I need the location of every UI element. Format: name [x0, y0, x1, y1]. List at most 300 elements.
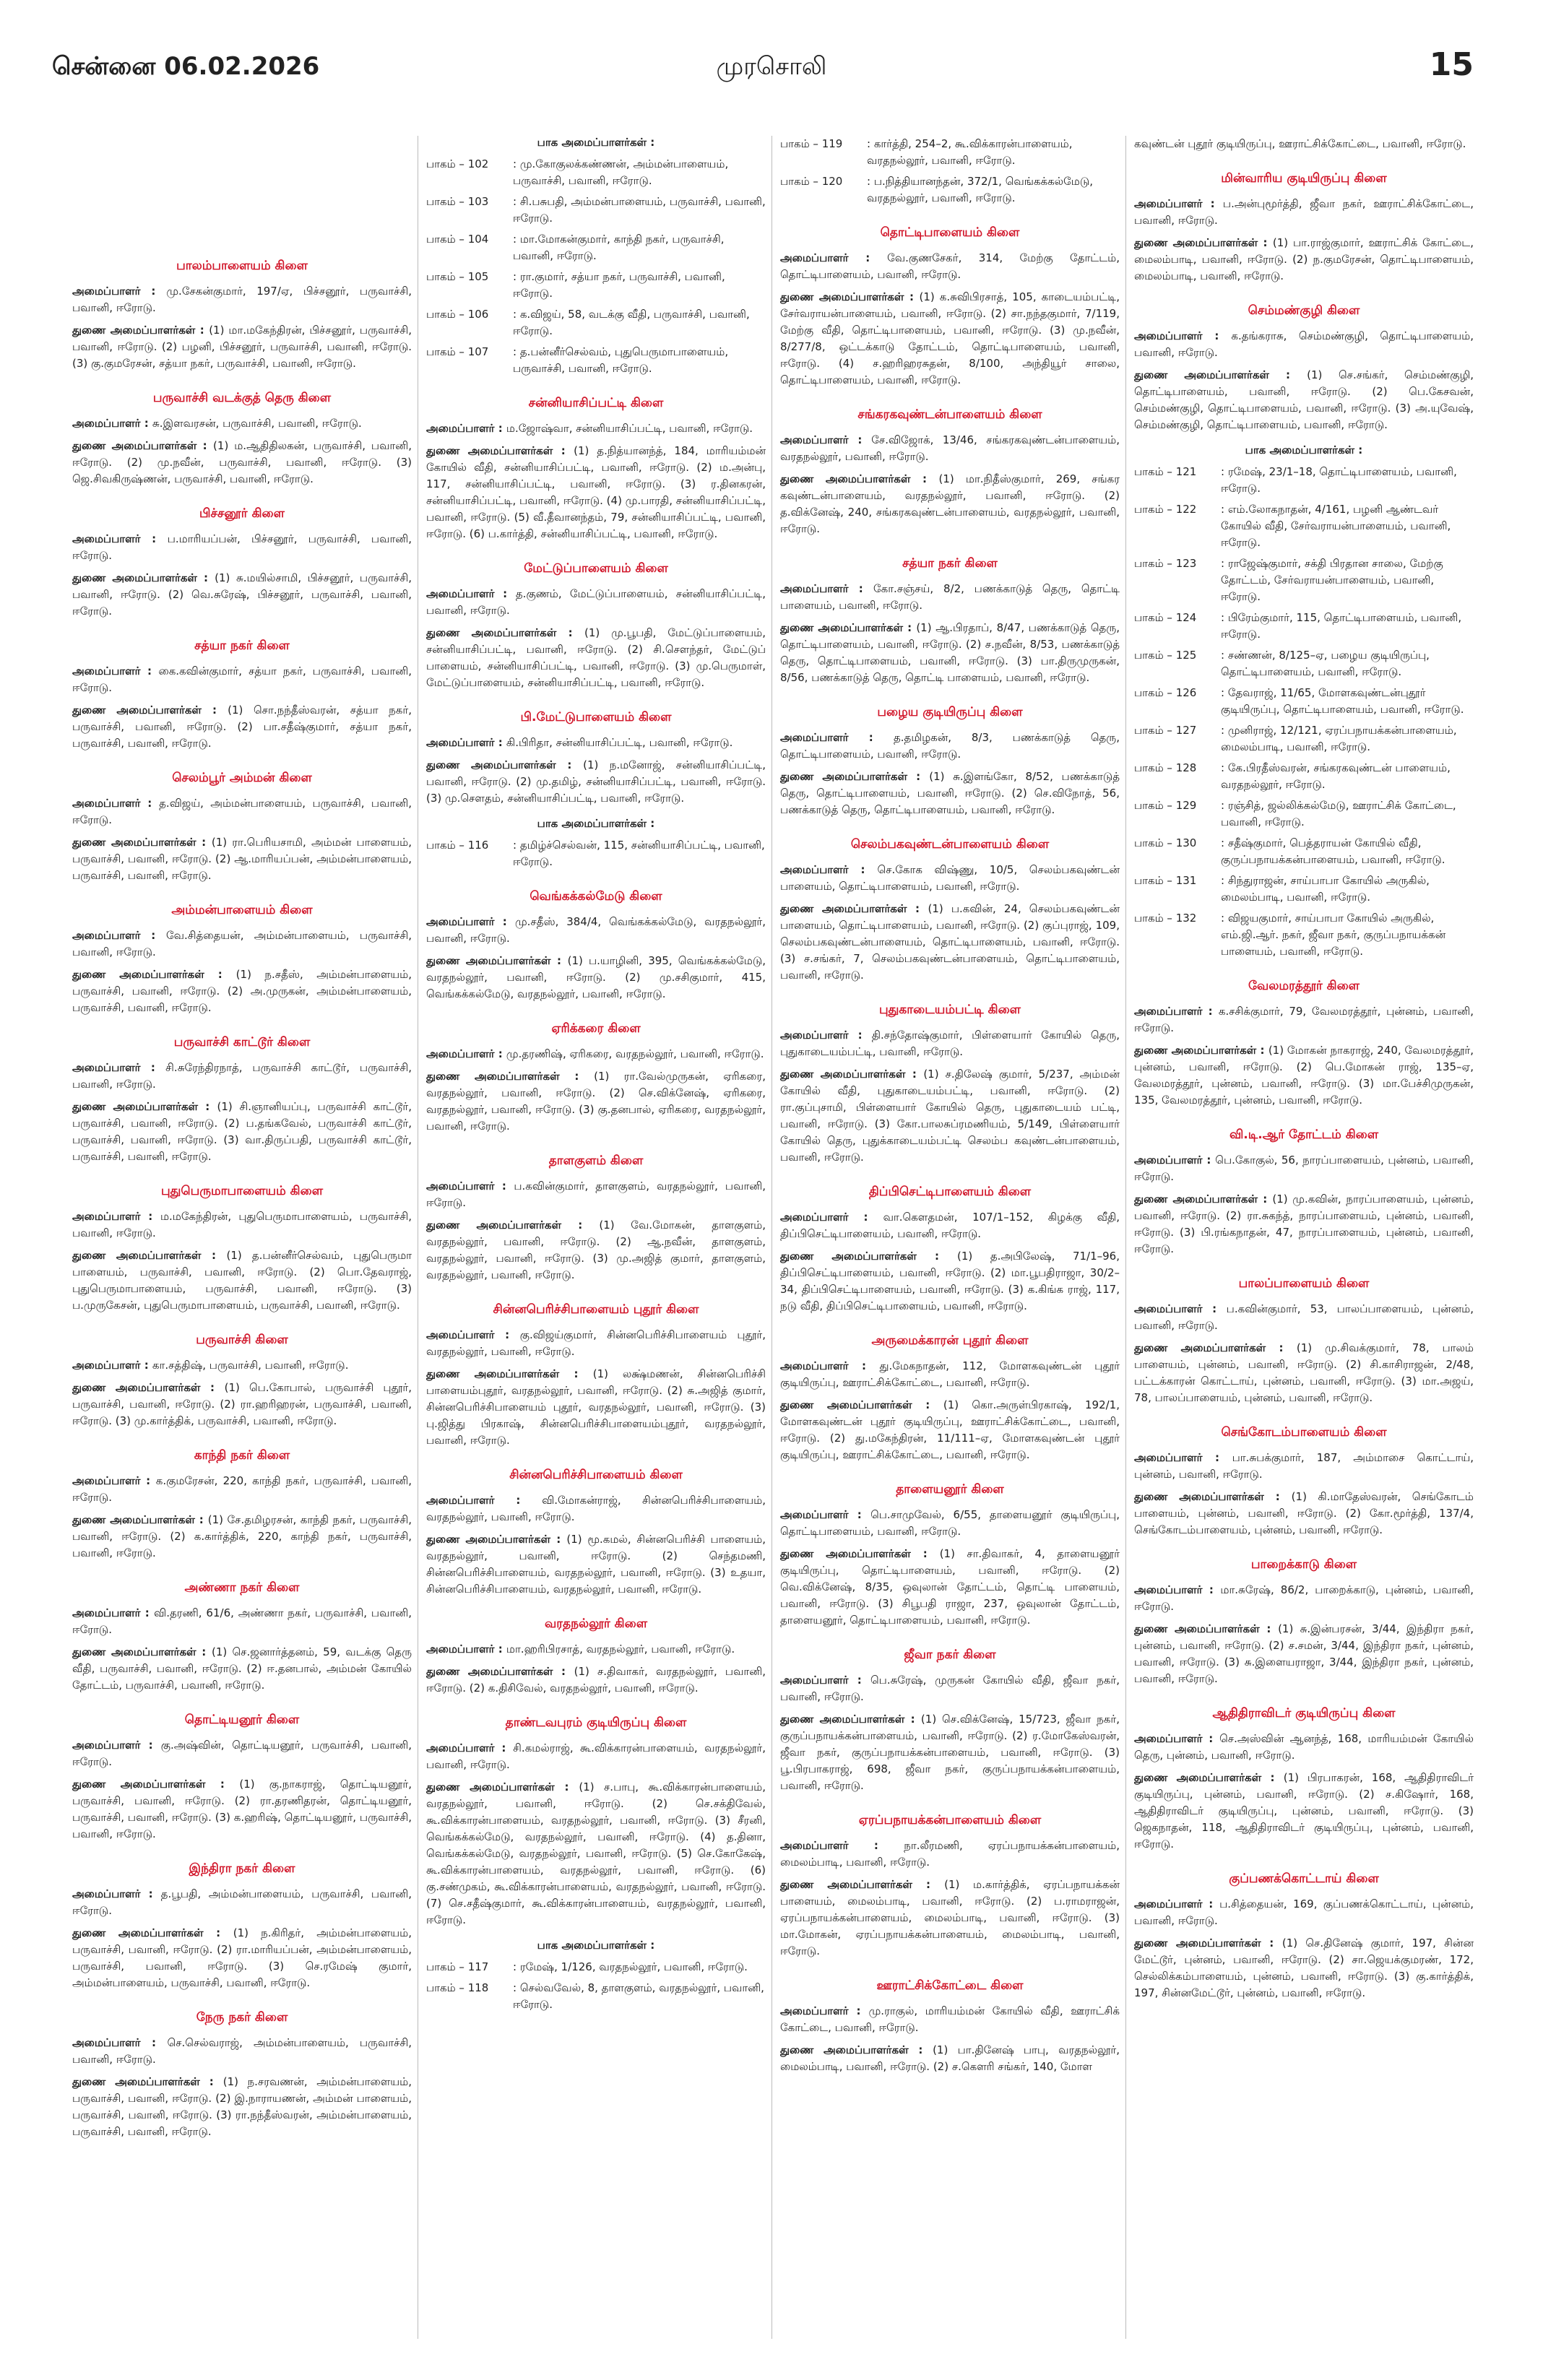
branch-heading: பழைய குடியிருப்பு கிளை	[877, 705, 1023, 719]
ward-number: பாகம் – 118	[426, 1981, 489, 1994]
organizer-entry	[780, 581, 1120, 614]
organizer-label: அமைப்பாளர் :	[780, 251, 888, 264]
organizer-name: பெ.சுரேஷ், முருகன் கோயில் வீதி, ஜீவா நகர், பவானி, ஈரோடு.	[780, 1674, 1120, 1703]
deputy-entry	[780, 1066, 1120, 1166]
branch-heading: தாண்டவபுரம் குடியிருப்பு கிளை	[505, 1715, 687, 1730]
deputy-label: துணை அமைப்பாளர்கள் :	[426, 1070, 595, 1083]
deputy-names: (1) பெ.கோபால், பருவாச்சி புதூர், பருவாச்சி, பவானி, ஈரோடு. (2) ரா.ஹரிஹரன், பருவாச்சி, பவானி, ஈரோடு. (3) மு.கார்த்திக், பருவாச்சி, பவானி, ஈரோடு.	[72, 1381, 412, 1427]
organizer-name: ப.கவின்குமார், 53, பாலப்பாளையம், புன்னம், பவானி, ஈரோடு.	[1134, 1302, 1474, 1332]
deputy-names: (1) த.அபிலேஷ், 71/1–96, திப்பிசெட்டிபாளையம், பவானி, ஈரோடு. (2) மா.பூபதிராஜா, 30/2–34, திப்பிசெட்டிபாளையம், பவானி, ஈரோடு. (3) க.கிங்க ராஜ், 117, நடு வீதி, திப்பிசெட்டிபாளையம், பவானி, ஈரோடு.	[780, 1250, 1120, 1312]
deputy-names: (1) செ.விக்னேஷ், 15/723, ஜீவா நகர், குருப்பநாயக்கன்பாளையம், பவானி, ஈரோடு. (2) ர.மோகேஸ்வரன், ஜீவா நகர், குருப்பநாயக்கன்பாளையம், பவானி, ஈரோடு. (3) பூ.பிரபாகராஜ், 698, ஜீவா நகர், குருப்பநாயக்கன்பாளையம், பவானி, ஈரோடு.	[780, 1713, 1120, 1792]
organizer-name: சி.சுரேந்திரநாத், பருவாச்சி காட்டூர், பருவாச்சி, பவானி, ஈரோடு.	[72, 1061, 412, 1091]
deputy-label: துணை அமைப்பாளர்கள் :	[72, 1645, 212, 1658]
deputy-names: (1) சா.திவாகர், 4, தாளையனூர் குடியிருப்பு, தொட்டிபாளையம், பவானி, ஈரோடு. (2) வெ.விக்னேஷ், 8/35, ஒவுலான் தோட்டம், தொட்டி பாளையம், பவானி, ஈரோடு. (3) சிபூபதி ராஜா, 237, ஒவுலான் தோட்டம், தாளையனூர், தொட்டிபாளையம், பவானி, ஈரோடு.	[780, 1547, 1120, 1627]
deputy-entry	[1134, 1770, 1474, 1853]
deputy-entry	[780, 1397, 1120, 1463]
deputy-entry	[1134, 1191, 1474, 1258]
branch-heading: தாளையனூர் கிளை	[896, 1482, 1004, 1497]
organizer-entry	[780, 1838, 1120, 1871]
organizer-name: பெ.சாமுவேல், 6/55, தாளையனூர் குடியிருப்பு, தொட்டிபாளையம், பவானி, ஈரோடு.	[780, 1508, 1120, 1538]
ward-organizer: : செல்வவேல், 8, தாளகுளம், வரதநல்லூர், பவானி, ஈரோடு.	[513, 1981, 764, 2011]
branch-heading: பருவாச்சி வடக்குத் தெரு கிளை	[152, 391, 332, 405]
deputy-names: (1) சி.ஞானியப்பு, பருவாச்சி காட்டூர், பருவாச்சி, பவானி, ஈரோடு. (2) ப.தங்கவேல், பருவாச்சி காட்டூர், பருவாச்சி, பவானி, ஈரோடு. (3) வா.திருப்பதி, பருவாச்சி காட்டூர், பருவாச்சி, பவானி, ஈரோடு.	[72, 1100, 412, 1163]
organizer-name: கி.பிரிதா, சன்னியாசிப்பட்டி, பவானி, ஈரோடு.	[506, 736, 733, 749]
deputy-entry	[426, 1366, 766, 1449]
deputy-entry	[72, 1644, 412, 1694]
ward-row	[426, 1980, 766, 2013]
deputy-entry	[1134, 1621, 1474, 1687]
deputy-names: (1) மா.நிதீஸ்குமார், 269, சங்கர கவுண்டன்பாளையம், வரதநல்லூர், பவானி, ஈரோடு. (2) த.விக்னேஷ், 240, சங்கரகவுண்டன்பாளையம், வரதநல்லூர், பவானி, ஈரோடு.	[780, 472, 1120, 535]
deputy-label: துணை அமைப்பாளர்கள் :	[1134, 1341, 1297, 1354]
ward-row	[426, 231, 766, 264]
organizer-entry	[1134, 1003, 1474, 1037]
branch-heading: தொட்டிபாளையம் கிளை	[880, 225, 1020, 240]
deputy-label: துணை அமைப்பாளர்கள் :	[1134, 1622, 1279, 1635]
organizer-name: மா.சுரேஷ், 86/2, பாறைக்காடு, புன்னம், பவானி, ஈரோடு.	[1134, 1583, 1474, 1613]
deputy-entry	[1134, 1489, 1474, 1539]
ward-organizer: : தமிழ்ச்செல்வன், 115, சன்னியாசிப்பட்டி, பவானி, ஈரோடு.	[513, 839, 765, 868]
ward-number: பாகம் – 124	[1134, 611, 1197, 624]
deputy-names: (1) மு.கவின், நாரப்பாளையம், புன்னம், பவானி, ஈரோடு. (2) ரா.சுகந்த், நாரப்பாளையம், புன்னம், பவானி, ஈரோடு. (3) பி.ரங்கநாதன், 47, நாரப்பாளையம், புன்னம், பவானி, ஈரோடு.	[1134, 1193, 1474, 1255]
organizer-label: அமைப்பாளர் :	[780, 1839, 904, 1852]
continued-text: கவுண்டன் புதூர் குடியிருப்பு, ஊராட்சிக்கோட்டை, பவானி, ஈரோடு.	[1134, 137, 1466, 150]
deputy-names: (1) த.நித்யானந்த், 184, மாரியம்மன் கோயில் வீதி, சன்னியாசிப்பட்டி, பவானி, ஈரோடு. (2) ம.அன்பு, 117, சன்னியாசிப்பட்டி, பவானி, ஈரோடு. (3) ர.தினகரன், சன்னியாசிப்பட்டி, பவானி, ஈரோடு. (4) மு.பாரதி, சன்னியாசிப்பட்டி, பவானி, ஈரோடு. (5) வீ.தீவானந்தம், 79, சன்னியாசிப்பட்டி, பவானி, ஈரோடு. (6) ப.கார்த்தி, சன்னியாசிப்பட்டி, பவானி, ஈரோடு.	[426, 444, 766, 540]
organizer-label: அமைப்பாளர் :	[426, 1328, 520, 1341]
ward-number: பாகம் – 103	[426, 195, 489, 208]
branch-heading: சத்யா நகர் கிளை	[194, 639, 290, 653]
deputy-label: துணை அமைப்பாளர்கள் :	[426, 954, 568, 967]
deputy-label: துணை அமைப்பாளர்கள் :	[426, 1219, 600, 1232]
branch-heading: ஏரப்பநாயக்கன்பாளையம் கிளை	[858, 1813, 1042, 1827]
ward-organizers-heading: பாக அமைப்பாளர்கள் :	[1245, 443, 1363, 456]
branch-heading: சத்யா நகர் கிளை	[902, 556, 998, 571]
organizer-name: வி.மோகன்ராஜ், சின்னபெரிச்சிபாளையம், வரதநல்லூர், பவானி, ஈரோடு.	[426, 1494, 766, 1523]
organizer-label: அமைப்பாளர் :	[1134, 1451, 1232, 1464]
ward-number: பாகம் – 131	[1134, 874, 1197, 887]
organizer-label: அமைப்பாளர் :	[780, 1211, 883, 1224]
ward-row	[1134, 835, 1474, 868]
deputy-entry	[72, 1099, 412, 1165]
deputy-names: (1) சொ.நந்தீஸ்வரன், சத்யா நகர், பருவாச்சி, பவானி, ஈரோடு. (2) பா.சதீஷ்குமார், சத்யா நகர், பருவாச்சி, பவானி, ஈரோடு.	[72, 704, 412, 750]
organizer-label: அமைப்பாளர் :	[72, 1606, 155, 1619]
deputy-label: துணை அமைப்பாளர்கள் :	[72, 1513, 208, 1526]
organizer-entry	[1134, 1582, 1474, 1615]
deputy-entry	[72, 570, 412, 620]
deputy-label: துணை அமைப்பாளர்கள் :	[72, 836, 212, 849]
deputy-entry	[1134, 1935, 1474, 2002]
deputy-entry	[426, 1779, 766, 1929]
organizer-name: வே.குணசேகர், 314, மேற்கு தோட்டம், தொட்டிபாளையம், பவானி, ஈரோடு.	[780, 251, 1120, 281]
organizer-entry	[72, 927, 412, 961]
deputy-names: (1) ச.திலேஷ் குமார், 5/237, அம்மன் கோயில் வீதி, புதுகாடையம்பட்டி, பவானி, ஈரோடு. (2) ரா.குப்புசாமி, பிள்ளையார் கோயில் தெரு, புதுகாடையம் பட்டி, பவானி, ஈரோடு. (3) கோ.பாலசுப்ரமணியம், 5/149, பிள்ளையார் கோயில் தெரு, புதுக்காடையம்பட்டி செலம்ப கவுண்டன்பாளையம், பவானி, ஈரோடு.	[780, 1068, 1120, 1164]
deputy-names: (1) ந.மனோஜ், சன்னியாசிப்பட்டி, பவானி, ஈரோடு. (2) மு.தமிழ், சன்னியாசிப்பட்டி, பவானி, ஈரோடு. (3) மு.சௌதம், சன்னியாசிப்பட்டி, பவானி, ஈரோடு.	[426, 758, 766, 805]
organizer-name: மு.தரணிஷ், ஏரிகரை, வரதநல்லூர், பவானி, ஈரோடு.	[506, 1047, 764, 1060]
deputy-names: (1) மு.சிவக்குமார், 78, பாலம் பாளையம், புன்னம், பவானி, ஈரோடு. (2) சி.காசிராஜன், 2/48, பட்டக்காரன் கொட்டாய், புன்னம், பவானி, ஈரோடு. (3) மா.அஜய், 78, பாலப்பாளையம், புன்னம், பவானி, ஈரோடு.	[1134, 1341, 1474, 1404]
ward-organizer: : சதீஷ்குமார், பெத்தராயன் கோயில் வீதி, குருப்பநாயக்கன்பாளையம், பவானி, ஈரோடு.	[1221, 836, 1445, 866]
ward-organizer: : பிரேம்குமார், 115, தொட்டிபாளையம், பவானி, ஈரோடு.	[1221, 611, 1462, 641]
organizer-name: க.தங்கராசு, செம்மண்குழி, தொட்டிபாளையம், பவானி, ஈரோடு.	[1134, 329, 1474, 359]
article-columns	[72, 136, 1474, 2360]
organizer-entry	[1134, 196, 1474, 229]
organizer-name: ம.மகேந்திரன், புதுபெருமாபாளையம், பருவாச்சி, பவானி, ஈரோடு.	[72, 1210, 412, 1239]
deputy-entry	[780, 289, 1120, 389]
ward-organizer: : விஜயகுமார், சாய்பாபா கோயில் அருகில், எம்.ஜி.ஆர். நகர், ஜீவா நகர், குருப்பநாயக்கன் பாளையம், பவானி, ஈரோடு.	[1221, 912, 1446, 958]
organizer-name: வா.கௌதமன், 107/1–152, கிழக்கு வீதி, திப்பிசெட்டிபாளையம், பவானி, ஈரோடு.	[780, 1211, 1120, 1240]
deputy-label: துணை அமைப்பாளர்கள் :	[426, 444, 574, 457]
branch-heading: மின்வாரிய குடியிருப்பு கிளை	[1221, 171, 1387, 186]
ward-organizer: : ப.நித்தியானந்தன், 372/1, வெங்கக்கல்மேடு, வரதநல்லூர், பவானி, ஈரோடு.	[867, 175, 1094, 204]
deputy-label: துணை அமைப்பாளர்கள் :	[426, 1665, 574, 1678]
ward-organizer: : ரா.குமார், சத்யா நகர், பருவாச்சி, பவானி, ஈரோடு.	[513, 270, 725, 300]
deputy-label: துணை அமைப்பாளர்கள் :	[72, 571, 215, 584]
deputy-names: (1) மூ.கமல், சின்னபெரிச்சி பாளையம், வரதநல்லூர், பவானி, ஈரோடு. (2) செந்தமணி, சின்னபெரிச்சிபாளையம், வரதநல்லூர், பவானி, ஈரோடு. (3) உதயா, சின்னபெரிச்சிபாளையம், வரதநல்லூர், பவானி, ஈரோடு.	[426, 1533, 766, 1596]
branch-heading: பி.மேட்டுபாளையம் கிளை	[520, 710, 672, 724]
deputy-label: துணை அமைப்பாளர்கள் :	[1134, 1937, 1282, 1950]
ward-organizer: : முனிராஜ், 12/121, ஏரப்பநாயக்கன்பாளையம், மைலம்பாடி, பவானி, ஈரோடு.	[1221, 724, 1457, 753]
deputy-entry	[72, 1776, 412, 1843]
organizer-name: ப.சித்தையன், 169, குப்பணக்கொட்டாய், புன்னம், பவானி, ஈரோடு.	[1134, 1897, 1474, 1927]
deputy-entry	[72, 702, 412, 752]
deputy-entry	[780, 620, 1120, 686]
ward-organizers-heading: பாக அமைப்பாளர்கள் :	[537, 1939, 655, 1952]
column-3	[780, 136, 1120, 2360]
deputy-names: (1) ரா.பெரியசாமி, அம்மன் பாளையம், பருவாச்சி, பவானி, ஈரோடு. (2) ஆ.மாரியப்பன், அம்மன்பாளையம், பருவாச்சி, பவானி, ஈரோடு.	[72, 836, 412, 882]
deputy-label: துணை அமைப்பாளர்கள் :	[780, 770, 930, 783]
branch-heading: தாளகுளம் கிளை	[548, 1154, 644, 1168]
organizer-entry	[1134, 328, 1474, 361]
organizer-name: க.குமரேசன், 220, காந்தி நகர், பருவாச்சி, பவானி, ஈரோடு.	[72, 1474, 412, 1504]
organizer-name: த.குணம், மேட்டுப்பாளையம், சன்னியாசிப்பட்டி, பவானி, ஈரோடு.	[426, 587, 766, 617]
ward-row	[426, 837, 766, 870]
organizer-label: அமைப்பாளர் :	[72, 1887, 161, 1900]
ward-organizer: : ரமேஷ், 1/126, வரதநல்லூர், பவானி, ஈரோடு.	[513, 1960, 748, 1973]
organizer-label: அமைப்பாளர் :	[72, 665, 159, 678]
organizer-name: செ.அஸ்வின் ஆனந்த், 168, மாரியம்மன் கோயில் தெரு, புன்னம், பவானி, ஈரோடு.	[1134, 1732, 1474, 1762]
ward-organizer: : தேவராஜ், 11/65, மோளகவுண்டன்புதூர் குடியிருப்பு, தொட்டிபாளையம், பவானி, ஈரோடு.	[1221, 686, 1464, 716]
organizer-entry	[780, 1672, 1120, 1705]
deputy-label: துணை அமைப்பாளர்கள் :	[1134, 1044, 1268, 1057]
branch-heading: குப்பணக்கொட்டாய் கிளை	[1229, 1871, 1379, 1886]
organizer-label: அமைப்பாளர் :	[426, 736, 506, 749]
organizer-label: அமைப்பாளர் :	[426, 1494, 543, 1507]
organizer-name: கு.அஷ்வின், தொட்டியனூர், பருவாச்சி, பவானி, ஈரோடு.	[72, 1739, 412, 1768]
ward-row	[1134, 464, 1474, 497]
column-1	[72, 136, 412, 2360]
ward-organizer: : கே.பிரதீஸ்வரன், சங்கரகவுண்டன் பாளையம், வரதநல்லூர், ஈரோடு.	[1221, 761, 1451, 791]
ward-row	[1134, 610, 1474, 643]
deputy-names: (1) ம.ஆதிதிலகன், பருவாச்சி, பவானி, ஈரோடு. (2) மு.நவீன், பருவாச்சி, பவானி, ஈரோடு. (3) ஜெ.சிவகிருஷ்ணன், பருவாச்சி, பவானி, ஈரோடு.	[72, 439, 412, 485]
organizer-entry	[72, 531, 412, 564]
column-2	[426, 136, 766, 2360]
organizer-label: அமைப்பாளர் :	[1134, 1302, 1227, 1315]
organizer-label: அமைப்பாளர் :	[780, 582, 873, 595]
ward-number: பாகம் – 104	[426, 233, 489, 246]
ward-row	[426, 156, 766, 189]
deputy-entry	[780, 2042, 1120, 2075]
deputy-label: துணை அமைப்பாளர்கள் :	[72, 1249, 227, 1262]
deputy-entry	[72, 322, 412, 372]
organizer-name: ப.அன்புமூர்த்தி, ஜீவா நகர், ஊராட்சிக்கோட்டை, பவானி, ஈரோடு.	[1134, 197, 1474, 227]
deputy-entry	[72, 834, 412, 884]
branch-heading: மேட்டுப்பாளையம் கிளை	[524, 561, 668, 576]
column-4	[1134, 136, 1474, 2360]
deputy-names: (1) ந.சரவணன், அம்மன்பாளையம், பருவாச்சி, பவானி, ஈரோடு. (2) இ.நாராயணன், அம்மன் பாளையம், பருவாச்சி, பவானி, ஈரோடு. (3) ரா.நந்தீஸ்வரன், அம்மன்பாளையம், பருவாச்சி, பவானி, ஈரோடு.	[72, 2075, 412, 2138]
ward-row	[780, 136, 1120, 169]
ward-row	[1134, 760, 1474, 793]
organizer-name: நா.லீரமணி, ஏரப்பநாயக்கன்பாளையம், மைலம்பாடி, பவானி, ஈரோடு.	[780, 1839, 1120, 1869]
deputy-entry	[426, 953, 766, 1003]
organizer-entry	[426, 1740, 766, 1773]
organizer-name: கு.விஜய்குமார், சின்னபெரிச்சிபாளையம் புதூர், வரதநல்லூர், பவானி, ஈரோடு.	[426, 1328, 766, 1358]
organizer-name: மு.சேகன்குமார், 197/ஏ, பிச்சனூர், பருவாச்சி, பவானி, ஈரோடு.	[72, 285, 412, 314]
ward-number: பாகம் – 119	[780, 137, 843, 150]
deputy-entry	[426, 1217, 766, 1284]
branch-heading: ஊராட்சிக்கோட்டை கிளை	[876, 1978, 1024, 1993]
deputy-entry	[426, 1068, 766, 1135]
organizer-name: கா.சத்திஷ், பருவாச்சி, பவானி, ஈரோடு.	[152, 1359, 349, 1372]
deputy-entry	[1134, 1340, 1474, 1406]
deputy-names: (1) த.பன்னீர்செல்வம், புதுபெருமா பாளையம், பருவாச்சி, பவானி, ஈரோடு. (2) பொ.தேவராஜ், புதுபெருமாபாளையம், பருவாச்சி, பவானி, ஈரோடு. (3) ப.முருகேசன், புதுபெருமாபாளையம், பருவாச்சி, பவானி, ஈரோடு.	[72, 1249, 412, 1312]
deputy-names: (1) ந.கிரிதர், அம்மன்பாளையம், பருவாச்சி, பவானி, ஈரோடு. (2) ரா.மாரியப்பன், அம்மன்பாளையம், பருவாச்சி, பவானி, ஈரோடு. (3) செ.ரமேஷ் குமார், அம்மன்பாளையம், பருவாச்சி, பவானி, ஈரோடு.	[72, 1926, 412, 1989]
ward-number: பாகம் – 106	[426, 308, 489, 321]
organizer-label: அமைப்பாளர் :	[780, 731, 894, 744]
branch-heading: ஆதிதிராவிடர் குடியிருப்பு கிளை	[1212, 1706, 1396, 1721]
deputy-entry	[72, 1247, 412, 1314]
organizer-name: க.சசிக்குமார், 79, வேலமரத்தூர், புன்னம், பவானி, ஈரோடு.	[1134, 1005, 1474, 1034]
organizer-label: அமைப்பாளர் :	[72, 1061, 166, 1074]
deputy-label: துணை அமைப்பாளர்கள் :	[72, 704, 228, 717]
ward-row	[1134, 797, 1474, 831]
organizer-entry	[1134, 1450, 1474, 1483]
organizer-name: பா.சுபக்குமார், 187, அம்மாசை கொட்டாய், புன்னம், பவானி, ஈரோடு.	[1134, 1451, 1474, 1481]
deputy-entry	[780, 1546, 1120, 1629]
ward-row	[1134, 501, 1474, 551]
organizer-label: அமைப்பாளர் :	[1134, 1005, 1219, 1018]
deputy-label: துணை அமைப்பாளர்கள் :	[426, 626, 584, 639]
organizer-label: அமைப்பாளர் :	[1134, 1154, 1216, 1167]
deputy-label: துணை அமைப்பாளர்கள் :	[426, 1780, 579, 1793]
ward-organizers-heading: பாக அமைப்பாளர்கள் :	[537, 136, 655, 149]
masthead	[0, 0, 1543, 108]
branch-heading: பாலப்பாளையம் கிளை	[1238, 1276, 1370, 1291]
ward-number: பாகம் – 117	[426, 1960, 489, 1973]
deputy-entry	[72, 2074, 412, 2140]
deputy-label: துணை அமைப்பாளர்கள் :	[72, 2075, 223, 2088]
deputy-entry	[780, 1877, 1120, 1960]
organizer-name: சி.கமல்ராஜ், கூ.விக்காரன்பாளையம், வரதநல்லூர், பவானி, ஈரோடு.	[426, 1741, 766, 1771]
deputy-names: (1) சு.இன்பரசன், 3/44, இந்திரா நகர், புன்னம், பவானி, ஈரோடு. (2) ச.சமன், 3/44, இந்திரா நகர், புன்னம், பவானி, ஈரோடு. (3) சு.இளையராஜா, 3/44, இந்திரா நகர், புன்னம், பவானி, ஈரோடு.	[1134, 1622, 1474, 1685]
deputy-names: (1) ச.திவாகர், வரதநல்லூர், பவானி, ஈரோடு. (2) க.திசிவேல், வரதநல்லூர், பவானி, ஈரோடு.	[426, 1665, 766, 1695]
organizer-entry	[72, 415, 412, 432]
organizer-entry	[72, 1886, 412, 1919]
deputy-label: துணை அமைப்பாளர்கள் :	[780, 1398, 943, 1411]
organizer-label: அமைப்பாளர் :	[1134, 1732, 1220, 1745]
branch-heading: தொட்டியனூர் கிளை	[184, 1713, 300, 1727]
organizer-label: அமைப்பாளர் :	[780, 433, 872, 446]
organizer-name: மு.சதீஸ், 384/4, வெங்கக்கல்மேடு, வரதநல்லூர், பவானி, ஈரோடு.	[426, 915, 766, 945]
organizer-name: சு.இளவரசன், பருவாச்சி, பவானி, ஈரோடு.	[152, 417, 362, 430]
deputy-label: துணை அமைப்பாளர்கள் :	[780, 1250, 957, 1263]
organizer-entry	[1134, 1152, 1474, 1185]
branch-heading: அருமைக்காரன் புதூர் கிளை	[871, 1333, 1029, 1348]
deputy-label: துணை அமைப்பாளர்கள் :	[72, 324, 209, 337]
deputy-names: (1) கி.மாதேஸ்வரன், செங்கோடம் பாளையம், புன்னம், பவானி, ஈரோடு. (2) கோ.மூர்த்தி, 137/4, செங்கோடம்பாளையம், புன்னம், பவானி, ஈரோடு.	[1134, 1490, 1474, 1536]
ward-row	[1134, 722, 1474, 756]
deputy-names: (1) பா.ராஜ்குமார், ஊராட்சிக் கோட்டை, மைலம்பாடி, பவானி, ஈரோடு. (2) ந.குமரேசன், தொட்டிபாளையம், மைலம்பாடி, பவானி, ஈரோடு.	[1134, 236, 1474, 282]
organizer-name: மு.ராகுல், மாரியம்மன் கோயில் வீதி, ஊராட்சிக் கோட்டை, பவானி, ஈரோடு.	[780, 2004, 1120, 2034]
ward-number: பாகம் – 102	[426, 157, 489, 170]
branch-heading: செலம்பகவுண்டன்பாளையம் கிளை	[850, 837, 1050, 852]
ward-organizer: : கார்த்தி, 254–2, கூ.விக்காரன்பாளையம், வரதநல்லூர், பவானி, ஈரோடு.	[867, 137, 1073, 167]
ward-number: பாகம் – 129	[1134, 799, 1197, 812]
organizer-entry	[780, 862, 1120, 895]
deputy-names: (1) மோகன் நாகராஜ், 240, வேலமரத்தூர், புன்னம், பவானி, ஈரோடு. (2) பெ.மோகன் ராஜ், 135–ஏ, வேலமரத்தூர், புன்னம், பவானி, ஈரோடு. (3) மா.பேச்சிமுருகன், 135, வேலமரத்தூர், புன்னம், பவானி, ஈரோடு.	[1134, 1044, 1474, 1107]
ward-organizer: : எம்.லோகநாதன், 4/161, பழனி ஆண்டவர் கோயில் வீதி, சேர்வராயன்பாளையம், பவானி, ஈரோடு.	[1221, 503, 1451, 549]
deputy-label: துணை அமைப்பாளர்கள் :	[1134, 236, 1273, 249]
organizer-name: ப.கவின்குமார், தாளகுளம், வரதநல்லூர், பவானி, ஈரோடு.	[426, 1180, 766, 1209]
ward-organizer: : மு.கோகுலக்கண்ணன், அம்மன்பாளையம், பருவாச்சி, பவானி, ஈரோடு.	[513, 157, 729, 187]
ward-number: பாகம் – 122	[1134, 503, 1197, 516]
organizer-label: அமைப்பாளர் :	[1134, 329, 1232, 342]
deputy-names: (1) ப.கவின், 24, செலம்பகவுண்டன் பாளையம், தொட்டிபாளையம், பவானி, ஈரோடு. (2) குப்புராஜ், 109, செலம்பகவுண்டன்பாளையம், தொட்டிபாளையம், பவானி, ஈரோடு. (3) ச.சங்கர், 7, செலம்பகவுண்டன்பாளையம், தொட்டிபாளையம், பவானி, ஈரோடு.	[780, 902, 1120, 982]
organizer-label: அமைப்பாளர் :	[426, 422, 506, 435]
branch-heading: செம்மண்குழி கிளை	[1248, 303, 1360, 318]
organizer-entry	[780, 1027, 1120, 1060]
deputy-entry	[426, 625, 766, 691]
organizer-name: வி.தரணி, 61/6, அண்ணா நகர், பருவாச்சி, பவானி, ஈரோடு.	[72, 1606, 412, 1636]
organizer-label: அமைப்பாளர் :	[780, 2004, 869, 2017]
deputy-label: துணை அமைப்பாளர்கள் :	[72, 968, 236, 981]
organizer-label: அமைப்பாளர் :	[426, 1047, 506, 1060]
deputy-entry	[72, 438, 412, 488]
ward-organizer: : சிந்துராஜன், சாய்பாபா கோயில் அருகில், மைலம்பாடி, பவானி, ஈரோடு.	[1221, 874, 1430, 904]
organizer-label: அமைப்பாளர் :	[426, 915, 515, 928]
branch-heading: சன்னியாசிப்பட்டி கிளை	[528, 396, 664, 410]
organizer-label: அமைப்பாளர் :	[426, 587, 516, 600]
deputy-entry	[426, 757, 766, 807]
organizer-entry	[426, 914, 766, 947]
ward-row	[1134, 910, 1474, 960]
organizer-label: அமைப்பாளர் :	[780, 1674, 870, 1687]
ward-organizer: : ராஜேஷ்குமார், சக்தி பிரதான சாலை, மேற்கு தோட்டம், சேர்வராயன்பாளையம், பவானி, ஈரோடு.	[1221, 557, 1443, 603]
deputy-entry	[426, 1531, 766, 1598]
branch-heading: பருவாச்சி கிளை	[196, 1333, 288, 1347]
organizer-entry	[72, 1605, 412, 1638]
deputy-names: (1) மு.பூபதி, மேட்டுப்பாளையம், சன்னியாசிப்பட்டி, பவானி, ஈரோடு. (2) சி.சௌந்தர், மேட்டுப் பாளையம், சன்னியாசிப்பட்டி, பவானி, ஈரோடு. (3) மு.பெருமாள், மேட்டுப்பாளையம், சன்னியாசிப்பட்டி, பவானி, ஈரோடு.	[426, 626, 766, 689]
organizer-entry	[426, 735, 766, 751]
branch-heading: சின்னபெரிச்சிபாளையம் புதூர் கிளை	[493, 1302, 699, 1317]
organizer-name: சே.விஜோக், 13/46, சங்கரகவுண்டன்பாளையம், வரதநல்லூர், பவானி, ஈரோடு.	[780, 433, 1120, 463]
organizer-name: தி.சந்தோஷ்குமார், பிள்ளையார் கோயில் தெரு, புதுகாடையம்பட்டி, பவானி, ஈரோடு.	[780, 1029, 1120, 1058]
branch-heading: அம்மன்பாளையம் கிளை	[171, 903, 313, 917]
organizer-entry	[72, 1737, 412, 1770]
deputy-entry	[780, 1711, 1120, 1794]
organizer-name: து.மேகநாதன், 112, மோளகவுண்டன் புதூர் குடியிருப்பு, ஊராட்சிக்கோட்டை, பவானி, ஈரோடு.	[780, 1359, 1120, 1389]
branch-heading: பாறைக்காடு கிளை	[1250, 1557, 1357, 1572]
organizer-name: வே.சித்தையன், அம்மன்பாளையம், பருவாச்சி, பவானி, ஈரோடு.	[72, 929, 412, 959]
organizer-name: த.விஜய், அம்மன்பாளையம், பருவாச்சி, பவானி, ஈரோடு.	[72, 797, 412, 826]
organizer-entry	[780, 1507, 1120, 1540]
deputy-names: (1) க.சுவிபிரசாத், 105, காடையம்பட்டி, சேர்வராயன்பாளையம், பவானி, ஈரோடு. (2) சா.நந்தகுமார், 7/119, மேற்கு வீதி, தொட்டிபாளையம், பவானி, ஈரோடு. (3) மு.நவீன், 8/277/8, ஒட்டக்காடு தோட்டம், தொட்டிபாளையம், பவானி, ஈரோடு. (4) ச.ஹரிஹரசுதன், 8/100, அந்தியூர் சாலை, தொட்டிபாளையம், பவானி, ஈரோடு.	[780, 290, 1120, 386]
ward-number: பாகம் – 127	[1134, 724, 1197, 737]
deputy-label: துணை அமைப்பாளர்கள் :	[1134, 1490, 1292, 1503]
organizer-label: அமைப்பாளர் :	[72, 1474, 156, 1487]
deputy-label: துணை அமைப்பாளர்கள் :	[72, 1381, 225, 1394]
deputy-names: (1) ஆ.பிரதாப், 8/47, பணக்காடுத் தெரு, தொட்டிபாளையம், பவானி, ஈரோடு. (2) ச.நவீன், 8/53, பணக்காடுத் தெரு, தொட்டிபாளையம், பவானி, ஈரோடு. (3) பா.திருமுருகன், 8/56, பணக்காடுத் தெரு, தொட்டி பாளையம், பவானி, ஈரோடு.	[780, 621, 1120, 684]
organizer-entry	[426, 1046, 766, 1063]
deputy-entry	[426, 1663, 766, 1697]
deputy-names: (1) லக்ஷ்மணன், சின்னபெரிச்சி பாளையம்புதூர், வரதநல்லூர், பவானி, ஈரோடு. (2) சு.அஜித் குமார், சின்னபெரிச்சிபாளையம் புதூர், வரதநல்லூர், பவானி, ஈரோடு. (3) பு.ஜித்து பிரகாஷ், சின்னபெரிச்சிபாளையம்புதூர், வரதநல்லூர், பவானி, ஈரோடு.	[426, 1367, 766, 1447]
organizer-entry	[780, 730, 1120, 763]
deputy-names: (1) கொ.அருள்பிரகாஷ், 192/1, மோளகவுண்டன் புதூர் குடியிருப்பு, ஊராட்சிக்கோட்டை, பவானி, ஈரோடு. (2) து.மகேந்திரன், 11/111–ஏ, மோளகவுண்டன் புதூர் குடியிருப்பு, ஊராட்சிக்கோட்டை, பவானி, ஈரோடு.	[780, 1398, 1120, 1461]
deputy-entry	[780, 769, 1120, 818]
ward-number: பாகம் – 125	[1134, 649, 1197, 662]
deputy-names: (1) கு.நாகராஜ், தொட்டியனூர், பருவாச்சி, பவானி, ஈரோடு. (2) ரா.தரணிதரன், தொட்டியனூர், பருவாச்சி, பவானி, ஈரோடு. (3) க.ஹரிஷ், தொட்டியனூர், பருவாச்சி, பவானி, ஈரோடு.	[72, 1778, 412, 1840]
organizer-entry	[72, 1060, 412, 1093]
organizer-name: மா.ஹரிபிரசாத், வரதநல்லூர், பவானி, ஈரோடு.	[506, 1643, 735, 1656]
organizer-label: அமைப்பாளர் :	[426, 1180, 514, 1193]
deputy-entry	[72, 966, 412, 1016]
ward-number: பாகம் – 123	[1134, 557, 1197, 570]
organizer-entry	[72, 795, 412, 828]
deputy-names: (1) மா.மகேந்திரன், பிச்சனூர், பருவாச்சி, பவானி, ஈரோடு. (2) பழனி, பிச்சனூர், பருவாச்சி, பவானி, ஈரோடு. (3) கு.குமரேசன், சத்யா நகர், பருவாச்சி, பவானி, ஈரோடு.	[72, 324, 412, 370]
branch-heading: அண்ணா நகர் கிளை	[184, 1580, 300, 1595]
organizer-name: த.தமிழகன், 8/3, பணக்காடுத் தெரு, தொட்டிபாளையம், பவானி, ஈரோடு.	[780, 731, 1120, 761]
organizer-label: அமைப்பாளர் :	[72, 417, 152, 430]
ward-row	[1134, 647, 1474, 680]
ward-organizer: : சி.பசுபதி, அம்மன்பாளையம், பருவாச்சி, பவானி, ஈரோடு.	[513, 195, 766, 225]
organizer-entry	[72, 1357, 412, 1374]
deputy-names: (1) ச.பாபு, கூ.விக்காரன்பாளையம், வரதநல்லூர், பவானி, ஈரோடு. (2) செ.சக்திவேல், கூ.விக்காரன்பாளையம், வரதநல்லூர், பவானி, ஈரோடு. (3) சீரனி, வெங்கக்கல்மேடு, வரதநல்லூர், பவானி, ஈரோடு. (4) த.தினா, வெங்கக்கல்மேடு, வரதநல்லூர், பவானி, ஈரோடு. (5) செ.கோகேஷ், கூ.விக்காரன்பாளையம், வரதநல்லூர், பவானி, ஈரோடு. (6) கு.சண்முகம், கூ.விக்காரன்பாளையம், வரதநல்லூர், பவானி, ஈரோடு. (7) செ.சதீஷ்குமார், கூ.விக்காரன்பாளையம், வரதநல்லூர், பவானி, ஈரோடு.	[426, 1780, 766, 1926]
organizer-label: அமைப்பாளர் :	[426, 1741, 514, 1754]
ward-row	[1134, 685, 1474, 718]
deputy-entry	[1134, 1042, 1474, 1109]
organizer-label: அமைப்பாளர் :	[426, 1643, 506, 1656]
organizer-name: செ.செல்வராஜ், அம்மன்பாளையம், பருவாச்சி, பவானி, ஈரோடு.	[72, 2036, 412, 2066]
deputy-label: துணை அமைப்பாளர்கள் :	[1134, 368, 1308, 381]
ward-organizer: : ரஞ்சித், ஜல்லிக்கல்மேடு, ஊராட்சிக் கோட்டை, பவானி, ஈரோடு.	[1221, 799, 1456, 828]
organizer-entry	[426, 1641, 766, 1658]
ward-organizer: : த.பன்னீர்செல்வம், புதுபெருமாபாளையம், பருவாச்சி, பவானி, ஈரோடு.	[513, 345, 729, 375]
ward-row	[1134, 555, 1474, 605]
branch-heading: வெங்கக்கல்மேடு கிளை	[530, 889, 662, 904]
ward-number: பாகம் – 132	[1134, 912, 1197, 925]
branch-heading: செங்கோடம்பாளையம் கிளை	[1221, 1425, 1387, 1440]
organizer-name: ம.ஜோஷ்வா, சன்னியாசிப்பட்டி, பவானி, ஈரோடு.	[506, 422, 753, 435]
deputy-label: துணை அமைப்பாளர்கள் :	[780, 1878, 945, 1891]
deputy-entry	[780, 471, 1120, 537]
deputy-entry	[1134, 367, 1474, 433]
organizer-name: செ.கோக விஷ்ணு, 10/5, செலம்பகவுண்டன் பாளையம், தொட்டிபாளையம், பவானி, ஈரோடு.	[780, 863, 1120, 893]
deputy-label: துணை அமைப்பாளர்கள் :	[780, 1547, 940, 1560]
organizer-entry	[72, 283, 412, 316]
branch-heading: பருவாச்சி காட்டூர் கிளை	[173, 1035, 311, 1050]
branch-heading: திப்பிசெட்டிபாளையம் கிளை	[868, 1185, 1032, 1199]
organizer-entry	[780, 2003, 1120, 2036]
deputy-names: (1) பிரபாகரன், 168, ஆதிதிராவிடர் குடியிருப்பு, புன்னம், பவானி, ஈரோடு. (2) ச.கிஷோர், 168, ஆதிதிராவிடர் குடியிருப்பு, புன்னம், பவானி, ஈரோடு. (3) ஜெகநாதன், 118, ஆதிதிராவிடர் குடியிருப்பு, புன்னம், பவானி, ஈரோடு.	[1134, 1771, 1474, 1851]
organizer-entry	[426, 1492, 766, 1526]
ward-number: பாகம் – 130	[1134, 836, 1197, 849]
organizer-entry	[72, 2035, 412, 2068]
ward-organizer: : சண்ணன், 8/125–ஏ, பழைய குடியிருப்பு, தொட்டிபாளையம், பவானி, ஈரோடு.	[1221, 649, 1430, 678]
organizer-label: அமைப்பாளர் :	[72, 532, 168, 545]
organizer-entry	[780, 432, 1120, 465]
deputy-names: (1) சு.இளங்கோ, 8/52, பணக்காடுத் தெரு, தொட்டிபாளையம், பவானி, ஈரோடு. (2) செ.விநோத், 56, பணக்காடுத் தெரு, தொட்டிபாளையம், பவானி, ஈரோடு.	[780, 770, 1120, 816]
organizer-label: அமைப்பாளர் :	[72, 929, 167, 942]
deputy-names: (1) வே.மோகன், தாளகுளம், வரதநல்லூர், பவானி, ஈரோடு. (2) ஆ.நவீன், தாளகுளம், வரதநல்லூர், பவானி, ஈரோடு. (3) மு.அஜித் குமார், தாளகுளம், வரதநல்லூர், பவானி, ஈரோடு.	[426, 1219, 766, 1281]
organizer-name: கை.கவின்குமார், சத்யா நகர், பருவாச்சி, பவானி, ஈரோடு.	[72, 665, 412, 694]
organizer-entry	[780, 1358, 1120, 1391]
